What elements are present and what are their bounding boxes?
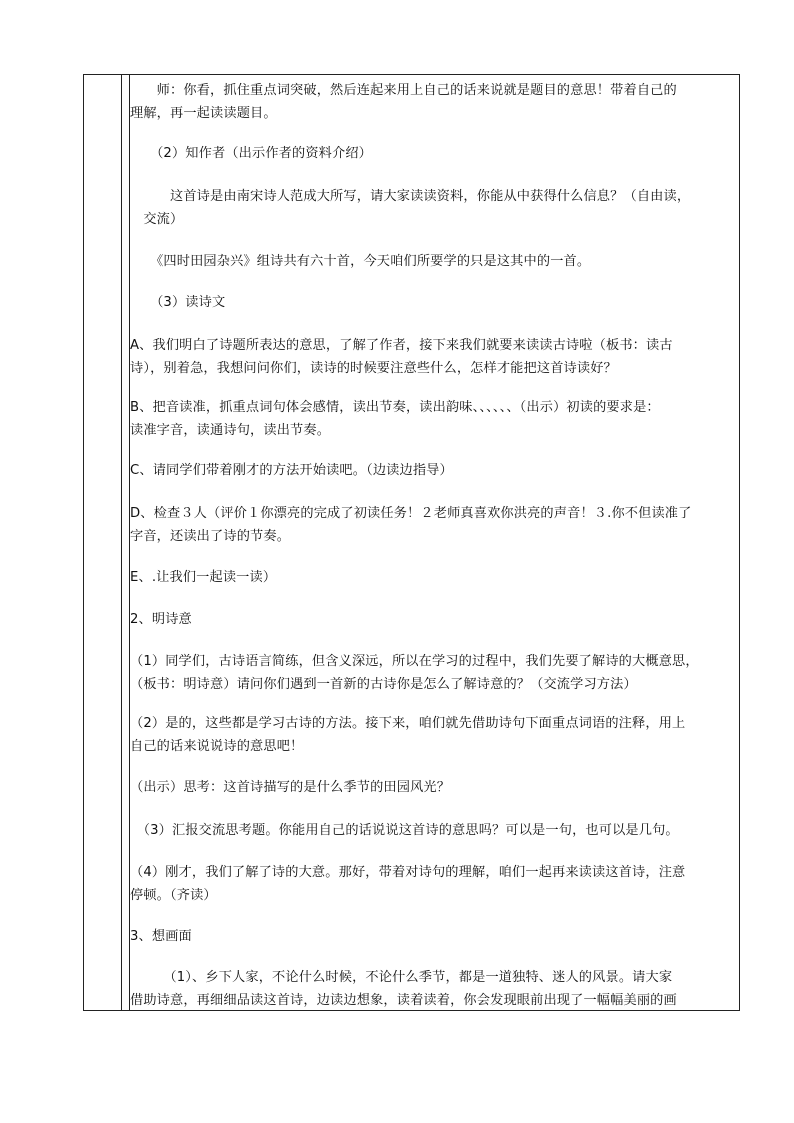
section-heading-imagine-scene [130,925,731,948]
text-line: 这首诗是由南宋诗人范成大所写，请大家读读资料，你能从中获得什么信息？（自由读， [130,189,691,204]
text-line: 自己的话来说说诗的意思吧！ [130,739,304,754]
paragraph-step-b [130,396,731,442]
lesson-content-cell [130,75,739,1010]
paragraph-meaning-4 [130,861,731,907]
paragraph-know-author [130,142,731,165]
paragraph-step-e [130,566,731,589]
text-line: （2）是的，这些都是学习古诗的方法。接下来，咱们就先借助诗句下面重点词语的注释，用上 [130,716,686,731]
text-line: 《四时田园杂兴》组诗共有六十首，今天咱们所要学的只是这其中的一首。 [130,254,591,269]
text-line: 借助诗意，再细细品读这首诗，边读边想象，读着读着，你会发现眼前出现了一幅幅美丽的画 [130,993,677,1008]
paragraph-author-info [130,185,731,231]
section-heading-understand-meaning [130,608,731,631]
lesson-plan-table [83,74,740,1011]
text-line: E、.让我们一起读一读） [130,570,277,585]
text-line: （4）刚才，我们了解了诗的大意。那好，带着对诗句的理解，咱们一起再来读读这首诗，注意 [130,865,686,880]
paragraph-meaning-1 [130,650,731,696]
paragraph-step-a [130,334,731,380]
text-line: 2、明诗意 [130,612,192,627]
paragraph-teacher-intro [130,79,731,125]
text-line: 读准字音，读通诗句，读出节奏。 [130,423,331,438]
text-line: （3）读诗文 [130,295,226,310]
text-line: （板书：明诗意）请问你们遇到一首新的古诗你是怎么了解诗意的？（交流学习方法） [130,677,637,692]
paragraph-read-poem-heading [130,291,731,314]
text-line: （1）、乡下人家，不论什么时候，不论什么季节，都是一道独特、迷人的风景。请大家 [130,970,673,985]
text-line: （1）同学们，古诗语言简练，但含义深远，所以在学习的过程中，我们先要了解诗的大概意思， [130,654,699,669]
text-line: 师：你看，抓住重点词突破，然后连起来用上自己的话来说就是题目的意思！带着自己的 [130,83,677,98]
paragraph-meaning-3 [130,819,731,842]
text-line: 字音，还读出了诗的节奏。 [130,529,291,544]
text-line: 交流） [130,212,184,227]
text-line: C、请同学们带着刚才的方法开始读吧。（边读边指导） [130,463,453,478]
paragraph-step-d [130,502,731,548]
paragraph-poem-series [130,250,731,273]
text-line: （出示）思考：这首诗描写的是什么季节的田园风光？ [130,780,451,795]
text-line: D、检查３人（评价１你漂亮的完成了初读任务！２老师真喜欢你洪亮的声音！３.你不但读准了 [130,506,692,521]
text-line: B、把音读准，抓重点词句体会感情，读出节奏，读出韵味、、、、、、（出示）初读的要求是： [130,400,660,415]
table-column-divider [121,75,122,1010]
text-line: 3、想画面 [130,929,192,944]
paragraph-step-c [130,459,731,482]
text-line: （3）汇报交流思考题。你能用自己的话说说这首诗的意思吗？可以是一句，也可以是几句。 [130,823,679,838]
paragraph-imagine-1 [130,966,731,1010]
text-line: （2）知作者（出示作者的资料介绍） [130,146,373,161]
text-line: 理解，再一起读读题目。 [130,106,277,121]
paragraph-think-question [130,776,731,799]
text-line: A、我们明白了诗题所表达的意思，了解了作者，接下来我们就要来读读古诗啦（板书：读古 [130,338,673,353]
text-line: 诗），别着急，我想问问你们，读诗的时候要注意些什么，怎样才能把这首诗读好？ [130,361,617,376]
paragraph-meaning-2 [130,712,731,758]
text-line: 停顿。（齐读） [130,888,217,903]
